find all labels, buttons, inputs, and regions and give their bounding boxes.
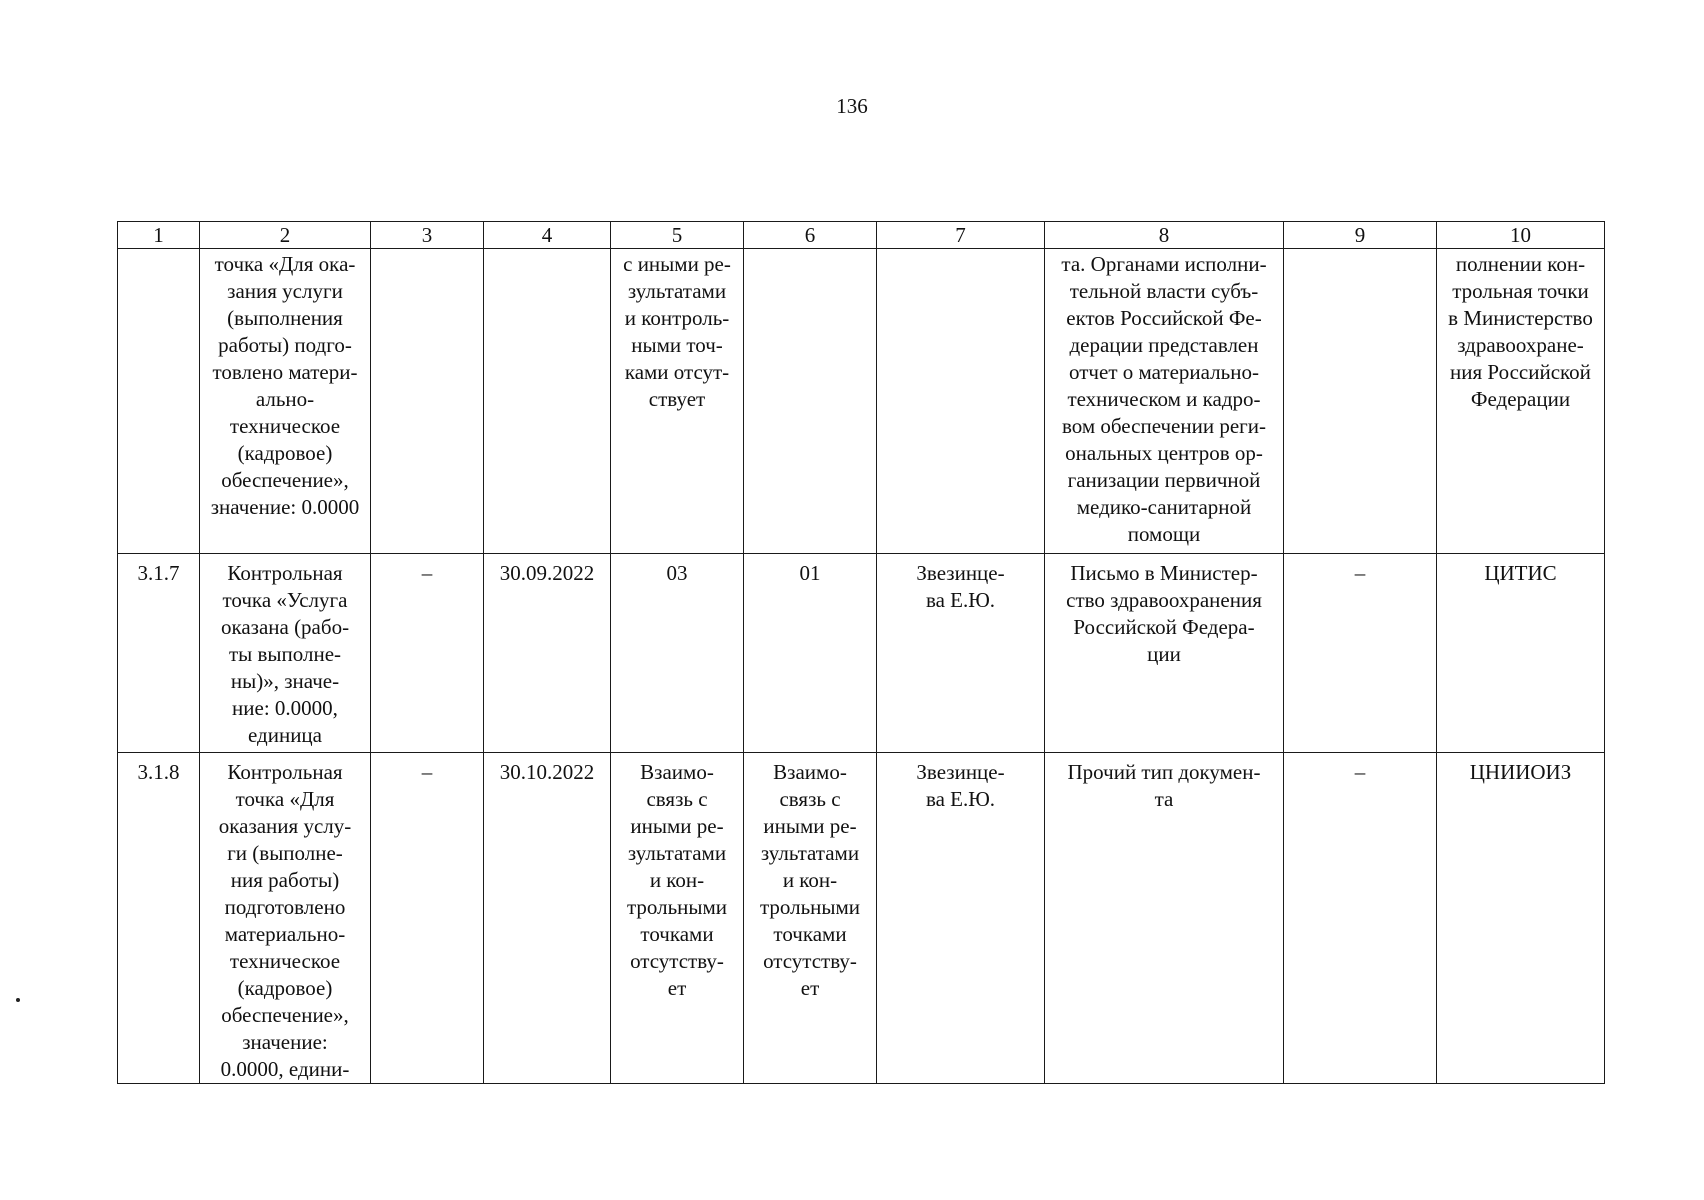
report-table	[117, 221, 1605, 1084]
header-cell-9: 9	[1284, 222, 1437, 249]
control-point-cell: Контрольная точка «Услуга оказана (рабо- ты выполне- ны)», значе- ние: 0.0000, единица	[200, 554, 371, 753]
col3-cell: –	[371, 753, 484, 1084]
control-point-cell: Контрольная точка «Для оказания услу- ги (выполне- ния работы) подготовлено материально- техническое (кадровое) обеспечение», значение: 0.0000, едини-	[200, 753, 371, 1084]
header-cell-1: 1	[118, 222, 200, 249]
col5-cell: Взаимо- связь с иными ре- зультатами и кон- трольными точками отсутству- ет	[611, 753, 744, 1084]
col9-cell: –	[1284, 554, 1437, 753]
organization-cell: ЦНИИОИЗ	[1437, 753, 1605, 1084]
page-number: 136	[836, 94, 868, 118]
col3-cell: –	[371, 554, 484, 753]
table-row	[118, 753, 1605, 1084]
header-cell-7: 7	[877, 222, 1045, 249]
header-cell-6: 6	[744, 222, 877, 249]
col6-cell: 01	[744, 554, 877, 753]
table-row	[118, 554, 1605, 753]
row-number-cell: 3.1.8	[118, 753, 200, 1084]
date-cell	[484, 249, 611, 554]
header-cell-3: 3	[371, 222, 484, 249]
responsible-cell: Звезинце- ва Е.Ю.	[877, 554, 1045, 753]
row-number-cell: 3.1.7	[118, 554, 200, 753]
header-cell-10: 10	[1437, 222, 1605, 249]
organization-cell: полнении кон- трольная точки в Министерство здравоохране- ния Российской Федерации	[1437, 249, 1605, 554]
responsible-cell: Звезинце- ва Е.Ю.	[877, 753, 1045, 1084]
header-row	[118, 222, 1605, 249]
document-cell: Прочий тип докумен- та	[1045, 753, 1284, 1084]
header-cell-2: 2	[200, 222, 371, 249]
document-cell: Письмо в Министер- ство здравоохранения Российской Федера- ции	[1045, 554, 1284, 753]
date-cell: 30.09.2022	[484, 554, 611, 753]
header-cell-5: 5	[611, 222, 744, 249]
col3-cell	[371, 249, 484, 554]
date-cell: 30.10.2022	[484, 753, 611, 1084]
organization-cell: ЦИТИС	[1437, 554, 1605, 753]
document-cell: та. Органами исполни- тельной власти субъ- ектов Российской Фе- дерации представлен отчет о материально- техническом и кадро- вом обеспечении реги- ональных центров ор- ганизации первичной медико-санитарной помощи	[1045, 249, 1284, 554]
table-row	[118, 249, 1605, 554]
col6-cell	[744, 249, 877, 554]
control-point-cell: точка «Для ока- зания услуги (выполнения работы) подго- товлено матери- ально- техническое (кадровое) обеспечение», значение: 0.0000	[200, 249, 371, 554]
header-cell-4: 4	[484, 222, 611, 249]
header-cell-8: 8	[1045, 222, 1284, 249]
col9-cell	[1284, 249, 1437, 554]
scan-speck	[16, 998, 20, 1002]
row-number-cell	[118, 249, 200, 554]
col5-cell: 03	[611, 554, 744, 753]
col5-cell: с иными ре- зультатами и контроль- ными точ- ками отсут- ствует	[611, 249, 744, 554]
responsible-cell	[877, 249, 1045, 554]
col9-cell: –	[1284, 753, 1437, 1084]
col6-cell: Взаимо- связь с иными ре- зультатами и кон- трольными точками отсутству- ет	[744, 753, 877, 1084]
